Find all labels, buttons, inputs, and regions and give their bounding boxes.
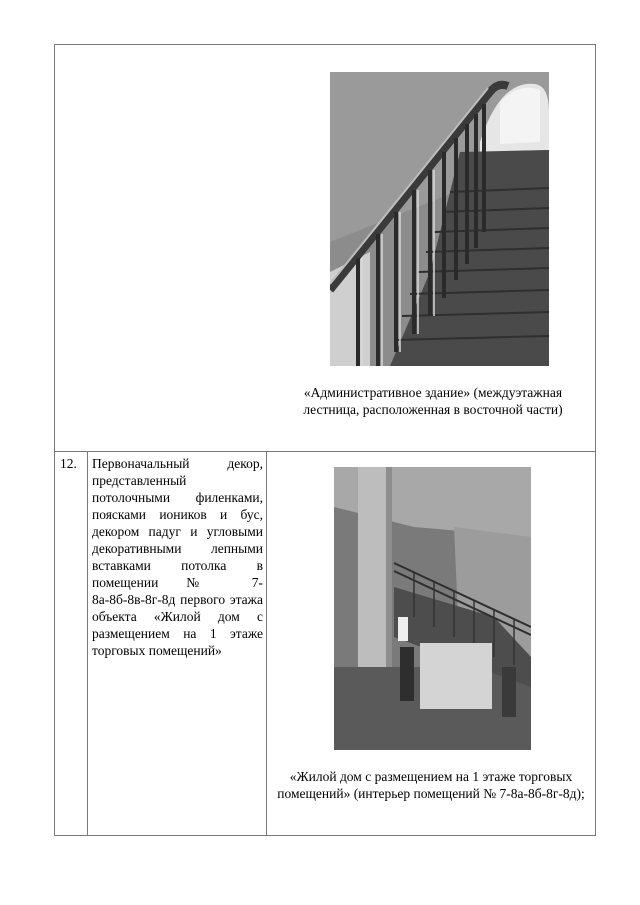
interior-photo bbox=[334, 467, 531, 750]
column-divider-number bbox=[87, 451, 88, 836]
staircase-photo bbox=[330, 72, 549, 366]
photo-caption-top: «Административное здание» (междуэтажная лестница, расположенная в восточной части) bbox=[303, 385, 563, 417]
row-divider bbox=[54, 451, 596, 452]
row-number: 12. bbox=[60, 456, 77, 471]
column-divider-description bbox=[266, 451, 267, 836]
photo-caption-interior: «Жилой дом с размещением на 1 этаже торговых помещений» (интерьер помещений № 7-8а-8б-8г-8д); bbox=[277, 769, 585, 801]
row-description: Первоначальный декор, представленный потолочными филенками, поясками иоников и бус, декором падуг и угловыми декоративными лепными вставками потолка в помещении № 7-8а-8б-8в-8г-8д первого этажа объекта «Жилой дом с размещением на 1 этаже торговых помещений» bbox=[92, 456, 263, 658]
